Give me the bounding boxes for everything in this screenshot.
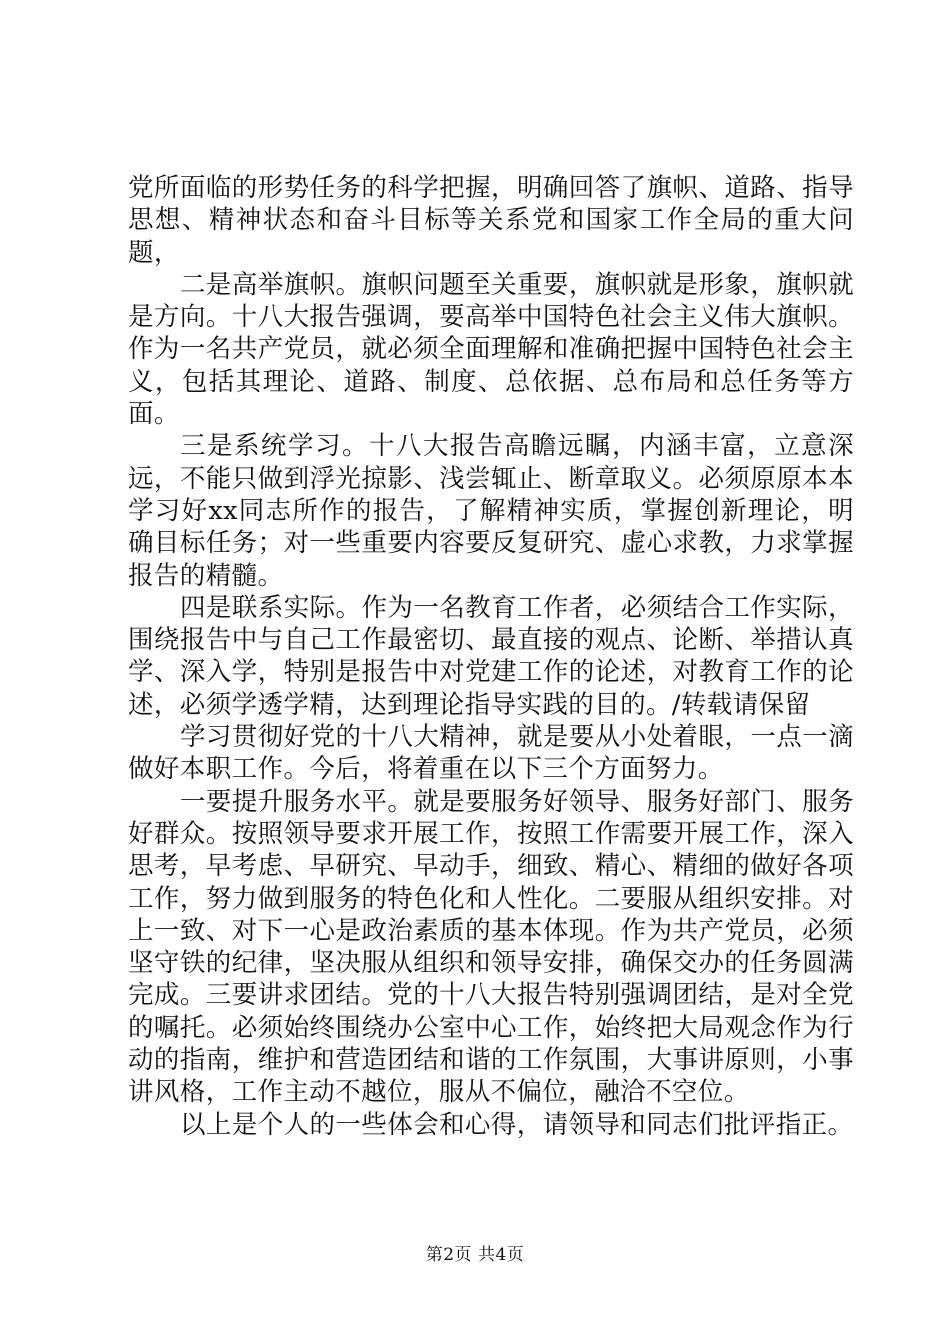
document-body <box>128 172 854 1141</box>
paragraph-systematic-study: 三是系统学习。十八大报告高瞻远瞩，内涵丰富，立意深远，不能只做到浮光掠影、浅尝辄止、断章取义。必须原原本本学习好xx同志所作的报告，了解精神实质，掌握创新理论，明确目标任务；对一些重要内容要反复研究、虚心求教，力求掌握报告的精髓。 <box>128 431 854 591</box>
page-number-footer: 第2页 共4页 <box>425 1245 525 1265</box>
paragraph-connect-practice: 四是联系实际。作为一名教育工作者，必须结合工作实际，围绕报告中与自己工作最密切、最直接的观点、论断、举措认真学、深入学，特别是报告中对党建工作的论述，对教育工作的论述，必须学透学精，达到理论指导实践的目的。/转载请保留 <box>128 592 854 720</box>
paragraph-implement-spirit: 学习贯彻好党的十八大精神，就是要从小处着眼，一点一滴做好本职工作。今后，将着重在以下三个方面努力。 <box>128 722 854 785</box>
paragraph-raise-banner: 二是高举旗帜。旗帜问题至关重要，旗帜就是形象，旗帜就是方向。十八大报告强调，要高举中国特色社会主义伟大旗帜。作为一名共产党员，就必须全面理解和准确把握中国特色社会主义，包括其理论、道路、制度、总依据、总布局和总任务等方面。 <box>128 269 854 430</box>
paragraph-closing: 以上是个人的一些体会和心得，请领导和同志们批评指正。 <box>180 1109 854 1140</box>
paragraph-continuation: 党所面临的形势任务的科学把握，明确回答了旗帜、道路、指导思想、精神状态和奋斗目标等关系党和国家工作全局的重大问题， <box>128 173 854 268</box>
paragraph-three-efforts: 一要提升服务水平。就是要服务好领导、服务好部门、服务好群众。按照领导要求开展工作，按照工作需要开展工作，深入思考，早考虑、早研究、早动手，细致、精心、精细的做好各项工作，努力做到服务的特色化和人性化。二要服从组织安排。对上一致、对下一心是政治素质的基本体现。作为共产党员，必须坚守铁的纪律，坚决服从组织和领导安排，确保交办的任务圆满完成。三要讲求团结。党的十八大报告特别强调团结，是对全党的嘱托。必须始终围绕办公室中心工作，始终把大局观念作为行动的指南，维护和营造团结和谐的工作氛围，大事讲原则，小事讲风格，工作主动不越位，服从不偏位，融洽不空位。 <box>128 786 854 1108</box>
